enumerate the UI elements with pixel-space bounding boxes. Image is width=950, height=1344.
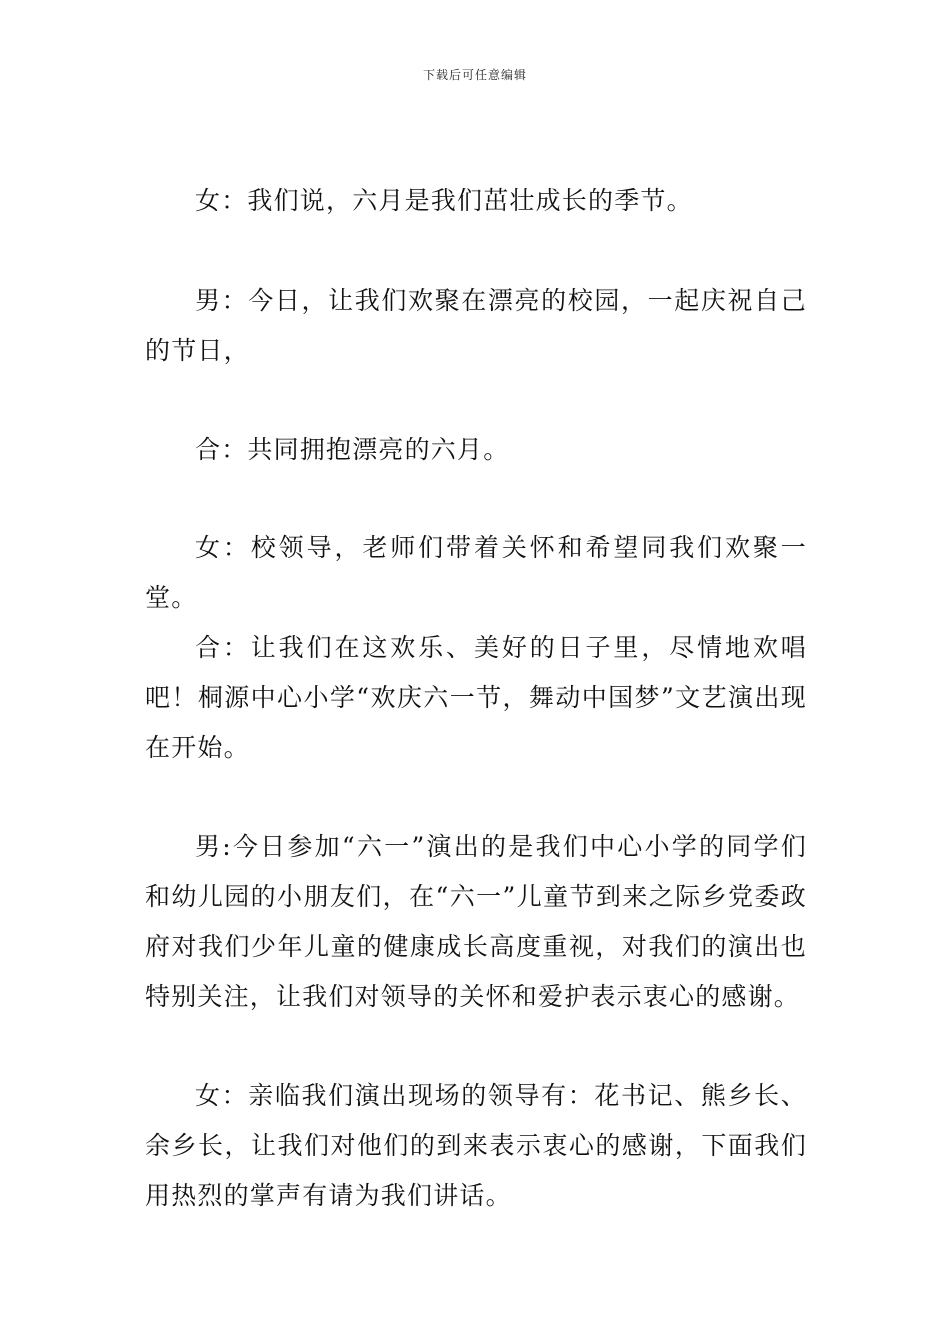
paragraph-5: 合：让我们在这欢乐、美好的日子里，尽情地欢唱吧！桐源中心小学“欢庆六一节，舞动中国梦”文艺演出现在开始。 <box>145 633 807 762</box>
paragraph-3: 合：共同拥抱漂亮的六月。 <box>195 435 510 464</box>
paragraph-4: 女：校领导，老师们带着关怀和希望同我们欢聚一堂。 <box>145 533 807 612</box>
paragraph-2: 男：今日，让我们欢聚在漂亮的校园，一起庆祝自己的节日， <box>145 286 807 365</box>
paragraph-6: 男:今日参加“六一”演出的是我们中心小学的同学们和幼儿园的小朋友们，在“六一”儿童节到来之际乡党委政府对我们少年儿童的健康成长高度重视，对我们的演出也特别关注，让我们对领导的关怀和爱护表示衷心的感谢。 <box>145 832 807 1011</box>
paragraph-1: 女：我们说，六月是我们茁壮成长的季节。 <box>195 186 693 215</box>
page-header-note: 下载后可任意编辑 <box>422 68 527 82</box>
paragraph-7: 女：亲临我们演出现场的领导有：花书记、熊乡长、余乡长，让我们对他们的到来表示衷心的感谢，下面我们用热烈的掌声有请为我们讲话。 <box>145 1081 807 1210</box>
